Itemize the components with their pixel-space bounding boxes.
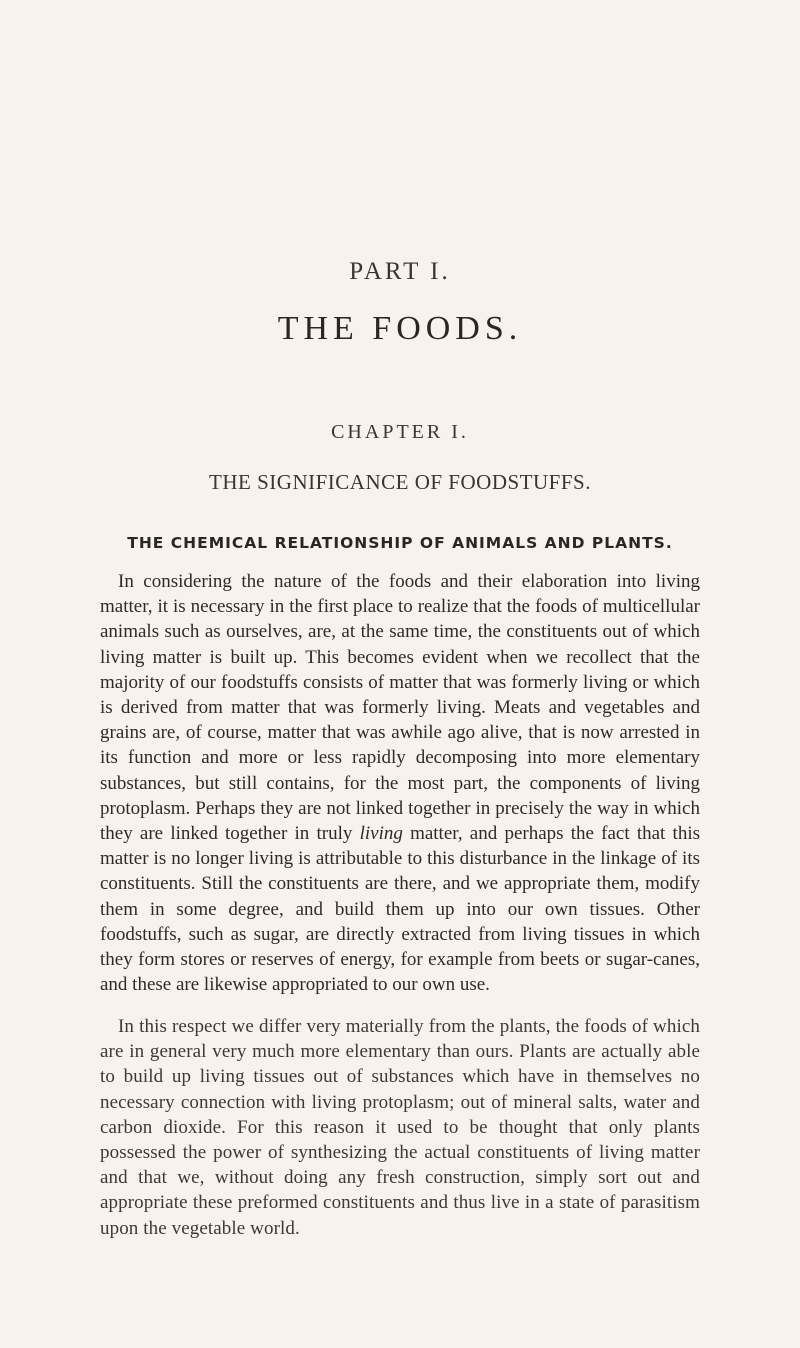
- paragraph-2: [100, 1014, 700, 1241]
- chapter-title: THE SIGNIFICANCE OF FOODSTUFFS.: [209, 470, 591, 494]
- section-heading: THE CHEMICAL RELATIONSHIP OF ANIMALS AND PLANTS.: [127, 534, 673, 552]
- paragraph-1-italic: living: [359, 823, 403, 845]
- paragraph-2-text: In this respect we differ very materially from the plants, the foods of which are in general very much more elementary than ours. Plants are actually able to build up living tissues out of substances which have in themselves no necessary connection with living protoplasm; out of mineral salts, water and carbon dioxide. For this reason it used to be thought that only plants possessed the power of synthesizing the actual constituents of living matter and that we, without doing any fresh construction, simply sort out and appropriate these preformed constituents and thus live in a state of parasitism upon the vegetable world.: [100, 1016, 700, 1239]
- paragraph-1-text-a: In considering the nature of the foods and their elaboration into living matter, it is necessary in the first place to realize that the foods of multicellular animals such as ourselves, are, at the same time, the constituents out of which living matter is built up. This becomes evident when we recollect that the majority of our foodstuffs consists of matter that was formerly living or which is derived from matter that was formerly living. Meats and vegetables and grains are, of course, matter that was awhile ago alive, that is now arrested in its function and more or less rapidly decomposing into more elementary substances, but still contains, for the most part, the components of living protoplasm. Perhaps they are not linked together in precisely the way in which they are linked together in truly: [100, 571, 700, 845]
- part-heading: PART I.: [349, 258, 451, 285]
- part-title: THE FOODS.: [277, 310, 523, 347]
- chapter-heading: CHAPTER I.: [331, 421, 469, 443]
- paragraph-1: [100, 569, 700, 997]
- paragraph-1-text-b: matter, and perhaps the fact that this matter is no longer living is attributable to this disturbance in the linkage of its constituents. Still the constituents are there, and we appropriate them, modify them in some degree, and build them up into our own tissues. Other foodstuffs, such as sugar, are directly extracted from living tissues in which they form stores or reserves of energy, for example from beets or sugar-canes, and these are likewise appropriated to our own use.: [100, 823, 700, 996]
